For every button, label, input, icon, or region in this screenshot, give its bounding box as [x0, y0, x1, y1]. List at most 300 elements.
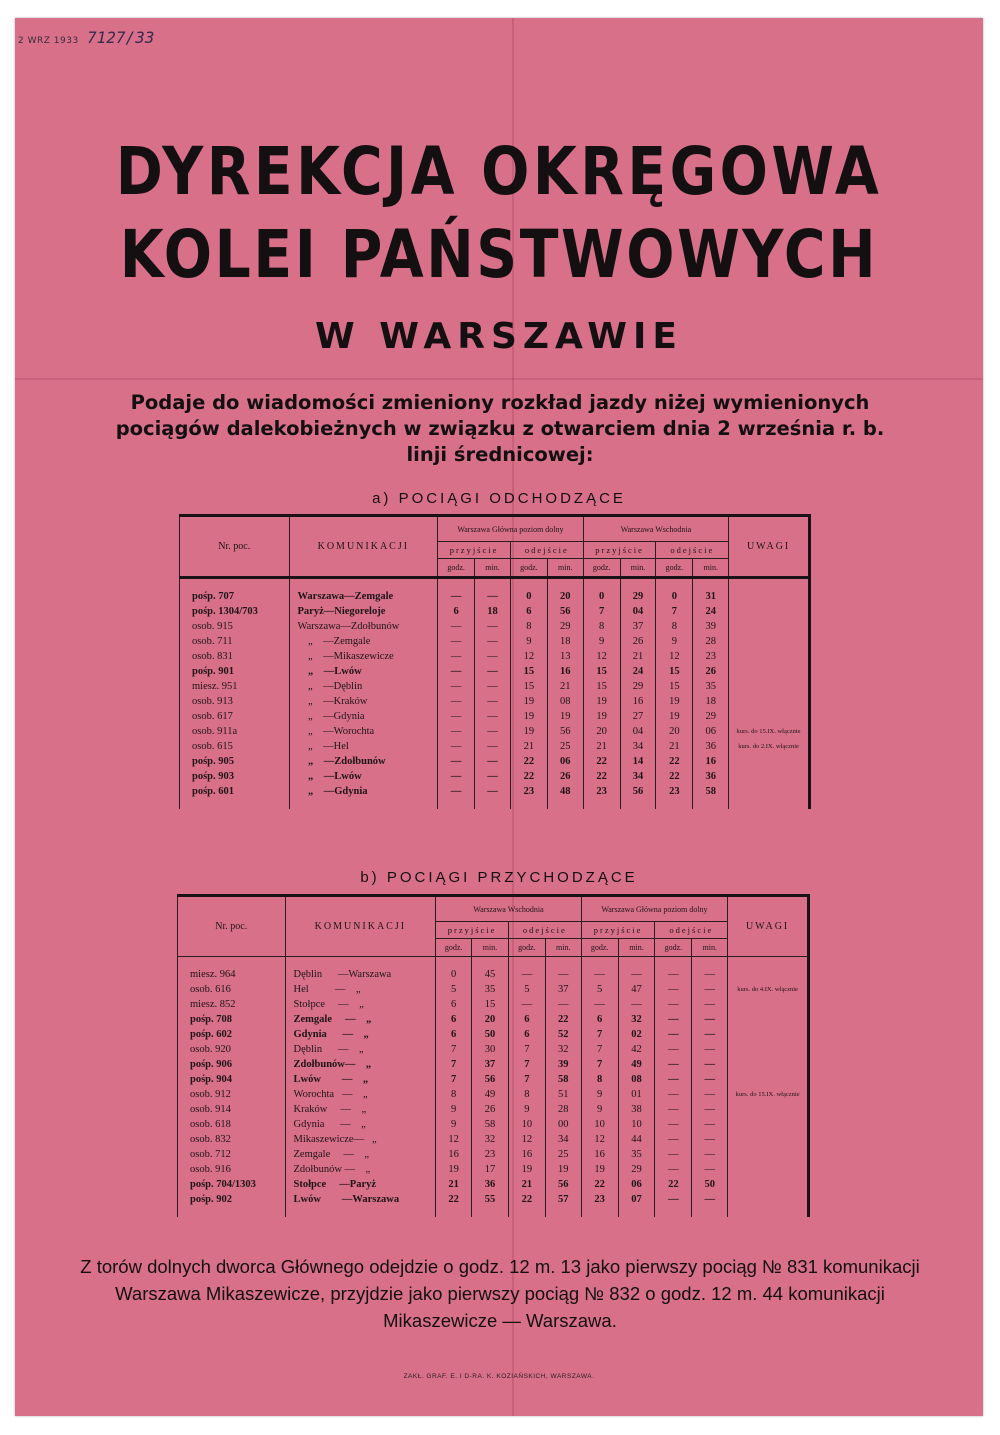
time-hour: 15: [656, 664, 693, 679]
time-minute: 39: [693, 619, 729, 634]
time-hour: 15: [656, 679, 693, 694]
route: Hel — „: [285, 982, 436, 997]
time-minute: 19: [547, 709, 583, 724]
route: Warszawa—Zemgale: [289, 589, 438, 604]
header-nr: Nr. poc.: [178, 896, 286, 957]
remarks: kurs. do 4.IX. włącznie: [728, 982, 809, 997]
time-minute: 50: [692, 1177, 728, 1192]
time-hour: 22: [583, 769, 620, 784]
train-number: pośp. 903: [180, 769, 290, 784]
time-minute: 58: [693, 784, 729, 799]
time-hour: —: [655, 967, 692, 982]
time-hour: 19: [510, 709, 547, 724]
time-hour: —: [438, 694, 475, 709]
time-minute: —: [618, 997, 655, 1012]
train-number: osob. 712: [178, 1147, 286, 1162]
time-minute: 02: [618, 1027, 655, 1042]
route: Lwów — „: [285, 1072, 436, 1087]
time-minute: —: [618, 967, 655, 982]
remarks: [729, 679, 810, 694]
time-hour: 8: [583, 619, 620, 634]
time-minute: 37: [620, 619, 656, 634]
time-minute: 25: [547, 739, 583, 754]
time-minute: 58: [472, 1117, 509, 1132]
time-minute: —: [692, 1087, 728, 1102]
time-minute: 34: [545, 1132, 581, 1147]
time-minute: 36: [693, 739, 729, 754]
time-minute: 04: [620, 604, 656, 619]
time-minute: —: [545, 967, 581, 982]
time-hour: 15: [510, 664, 547, 679]
train-number: osob. 916: [178, 1162, 286, 1177]
time-minute: —: [475, 649, 511, 664]
time-minute: 20: [547, 589, 583, 604]
remarks: [729, 619, 810, 634]
remarks: kurs. do 2.IX. włącznie: [729, 739, 810, 754]
route: Lwów —Warszawa: [285, 1192, 436, 1207]
time-hour: —: [655, 1117, 692, 1132]
header-komunikacji: KOMUNIKACJI: [285, 896, 436, 957]
table-row: [178, 1087, 809, 1102]
time-minute: —: [475, 769, 511, 784]
time-hour: 16: [436, 1147, 472, 1162]
time-hour: 12: [583, 649, 620, 664]
time-hour: 16: [508, 1147, 545, 1162]
route: „ —Zdołbunów: [289, 754, 438, 769]
time-hour: 9: [581, 1102, 618, 1117]
time-minute: 06: [618, 1177, 655, 1192]
time-hour: 0: [583, 589, 620, 604]
time-hour: 22: [656, 754, 693, 769]
time-hour: 15: [510, 679, 547, 694]
time-minute: —: [692, 1027, 728, 1042]
time-minute: —: [475, 724, 511, 739]
time-hour: 6: [438, 604, 475, 619]
time-hour: 9: [656, 634, 693, 649]
time-hour: —: [438, 634, 475, 649]
time-hour: 7: [581, 1027, 618, 1042]
train-number: pośp. 904: [178, 1072, 286, 1087]
time-minute: —: [475, 589, 511, 604]
route: Zdołbunów — „: [285, 1162, 436, 1177]
table-row: [178, 1027, 809, 1042]
route: Zemgale — „: [285, 1012, 436, 1027]
time-hour: 8: [436, 1087, 472, 1102]
train-number: miesz. 852: [178, 997, 286, 1012]
time-hour: 7: [581, 1057, 618, 1072]
header-station-1: Warszawa Główna poziom dolny: [438, 516, 584, 542]
intro-paragraph: Podaje do wiadomości zmieniony rozkład jazdy niżej wymienionych pociągów dalekobieżnych w związku z otwarciem dnia 2 września r. b. linji średnicowej:: [115, 391, 885, 466]
table-row: [180, 619, 810, 634]
time-hour: 21: [510, 739, 547, 754]
remarks: [728, 1162, 809, 1177]
time-hour: 5: [436, 982, 472, 997]
time-minute: —: [692, 1132, 728, 1147]
remarks: [728, 1147, 809, 1162]
route: „ —Lwów: [289, 664, 438, 679]
time-minute: 48: [547, 784, 583, 799]
header-godz: godz.: [508, 939, 545, 957]
table-row: [180, 754, 810, 769]
table-row: [180, 649, 810, 664]
train-number: miesz. 964: [178, 967, 286, 982]
route: Stołpce — „: [285, 997, 436, 1012]
time-minute: 36: [472, 1177, 509, 1192]
time-hour: 9: [508, 1102, 545, 1117]
time-hour: 7: [508, 1057, 545, 1072]
header-odejscie: odejście: [656, 542, 729, 559]
time-minute: 55: [472, 1192, 509, 1207]
route: Gdynia — „: [285, 1027, 436, 1042]
remarks: [729, 634, 810, 649]
time-hour: 21: [508, 1177, 545, 1192]
time-hour: 10: [581, 1117, 618, 1132]
header-przyjscie: przyjście: [581, 922, 655, 939]
time-hour: —: [508, 967, 545, 982]
time-minute: 35: [693, 679, 729, 694]
route: „ —Gdynia: [289, 784, 438, 799]
time-minute: —: [692, 1057, 728, 1072]
route: „ —Hel: [289, 739, 438, 754]
time-minute: —: [475, 619, 511, 634]
time-minute: 38: [618, 1102, 655, 1117]
time-hour: 22: [510, 754, 547, 769]
time-hour: —: [438, 754, 475, 769]
departures-body: [180, 578, 810, 810]
time-minute: 30: [472, 1042, 509, 1057]
time-hour: 23: [583, 784, 620, 799]
train-number: pośp. 601: [180, 784, 290, 799]
time-hour: 9: [436, 1117, 472, 1132]
time-minute: 16: [693, 754, 729, 769]
time-minute: 13: [547, 649, 583, 664]
header-odejscie: odejście: [655, 922, 728, 939]
time-hour: 12: [508, 1132, 545, 1147]
time-minute: 26: [547, 769, 583, 784]
route: „ —Lwów: [289, 769, 438, 784]
train-number: pośp. 906: [178, 1057, 286, 1072]
time-hour: —: [438, 589, 475, 604]
header-odejscie: odejście: [508, 922, 581, 939]
time-hour: 5: [508, 982, 545, 997]
time-minute: 26: [693, 664, 729, 679]
time-hour: 6: [508, 1027, 545, 1042]
time-hour: 7: [656, 604, 693, 619]
time-hour: 22: [436, 1192, 472, 1207]
time-hour: 15: [583, 664, 620, 679]
time-hour: 12: [436, 1132, 472, 1147]
remarks: [728, 1102, 809, 1117]
header-nr: Nr. poc.: [180, 516, 290, 578]
section-b-title: b) POCIĄGI PRZYCHODZĄCE: [360, 869, 638, 886]
remarks: [728, 1192, 809, 1207]
time-hour: 9: [436, 1102, 472, 1117]
time-minute: 00: [545, 1117, 581, 1132]
remarks: [728, 1132, 809, 1147]
time-hour: —: [655, 1087, 692, 1102]
time-minute: 15: [472, 997, 509, 1012]
header-station-1: Warszawa Wschodnia: [436, 896, 582, 922]
time-hour: —: [655, 997, 692, 1012]
table-row: [180, 589, 810, 604]
time-minute: 26: [620, 634, 656, 649]
table-row: [178, 982, 809, 997]
time-minute: 47: [618, 982, 655, 997]
header-min: min.: [618, 939, 655, 957]
table-row: [178, 967, 809, 982]
route: „ —Zemgale: [289, 634, 438, 649]
table-row: [180, 634, 810, 649]
time-hour: 23: [510, 784, 547, 799]
time-hour: 21: [436, 1177, 472, 1192]
time-minute: 01: [618, 1087, 655, 1102]
remarks: [728, 1072, 809, 1087]
header-przyjscie: przyjście: [436, 922, 509, 939]
time-hour: 22: [655, 1177, 692, 1192]
time-hour: 9: [510, 634, 547, 649]
time-minute: 21: [620, 649, 656, 664]
time-minute: —: [692, 1012, 728, 1027]
time-minute: 49: [618, 1057, 655, 1072]
header-godz: godz.: [583, 559, 620, 578]
header-uwagi: UWAGI: [729, 516, 810, 578]
route: Mikaszewicze— „: [285, 1132, 436, 1147]
train-number: pośp. 704/1303: [178, 1177, 286, 1192]
train-number: pośp. 901: [180, 664, 290, 679]
time-hour: 6: [436, 1027, 472, 1042]
departures-table: [179, 514, 811, 809]
time-hour: 7: [508, 1072, 545, 1087]
time-hour: 0: [510, 589, 547, 604]
table-row: [178, 1042, 809, 1057]
time-hour: 19: [656, 694, 693, 709]
table-row: [178, 1177, 809, 1192]
time-hour: —: [438, 664, 475, 679]
remarks: [729, 604, 810, 619]
time-hour: 23: [581, 1192, 618, 1207]
table-row: [178, 1192, 809, 1207]
time-minute: 28: [693, 634, 729, 649]
time-minute: 25: [545, 1147, 581, 1162]
time-hour: —: [581, 967, 618, 982]
table-row: [180, 724, 810, 739]
time-hour: 8: [510, 619, 547, 634]
remarks: [728, 1117, 809, 1132]
header-godz: godz.: [581, 939, 618, 957]
time-minute: 16: [620, 694, 656, 709]
remarks: [729, 664, 810, 679]
time-hour: 7: [583, 604, 620, 619]
route: „ —Dęblin: [289, 679, 438, 694]
time-minute: 51: [545, 1087, 581, 1102]
time-minute: 56: [620, 784, 656, 799]
time-hour: 19: [436, 1162, 472, 1177]
time-minute: 04: [620, 724, 656, 739]
header-przyjscie: przyjście: [438, 542, 511, 559]
remarks: kurs. do 15.IX. włącznie: [729, 724, 810, 739]
time-minute: 52: [545, 1027, 581, 1042]
train-number: osob. 911a: [180, 724, 290, 739]
remarks: [728, 997, 809, 1012]
table-row: [180, 679, 810, 694]
time-hour: 22: [508, 1192, 545, 1207]
time-minute: 37: [545, 982, 581, 997]
time-hour: 22: [583, 754, 620, 769]
time-minute: 32: [545, 1042, 581, 1057]
header-min: min.: [693, 559, 729, 578]
train-number: pośp. 708: [178, 1012, 286, 1027]
remarks: [728, 967, 809, 982]
table-row: [180, 784, 810, 799]
time-minute: 56: [547, 724, 583, 739]
route: „ —Mikaszewicze: [289, 649, 438, 664]
time-hour: 6: [510, 604, 547, 619]
header-min: min.: [692, 939, 728, 957]
time-minute: 45: [472, 967, 509, 982]
header-station-2: Warszawa Główna poziom dolny: [581, 896, 728, 922]
route: „ —Worochta: [289, 724, 438, 739]
time-minute: 23: [693, 649, 729, 664]
remarks: [729, 589, 810, 604]
train-number: miesz. 951: [180, 679, 290, 694]
time-hour: 22: [510, 769, 547, 784]
archive-number: 7127/33: [87, 28, 155, 47]
time-hour: 6: [508, 1012, 545, 1027]
table-row: [180, 664, 810, 679]
time-minute: —: [692, 997, 728, 1012]
time-hour: —: [438, 739, 475, 754]
route: Worochta — „: [285, 1087, 436, 1102]
route: Dęblin — „: [285, 1042, 436, 1057]
table-row: [178, 1132, 809, 1147]
time-minute: —: [692, 1102, 728, 1117]
time-hour: 23: [656, 784, 693, 799]
time-hour: —: [655, 1057, 692, 1072]
time-minute: —: [475, 754, 511, 769]
header-station-2: Warszawa Wschodnia: [583, 516, 729, 542]
table-row: [178, 1072, 809, 1087]
time-hour: 7: [436, 1057, 472, 1072]
time-hour: 19: [583, 709, 620, 724]
train-number: osob. 912: [178, 1087, 286, 1102]
time-hour: 6: [581, 1012, 618, 1027]
time-hour: —: [655, 1027, 692, 1042]
time-hour: 5: [581, 982, 618, 997]
time-hour: —: [438, 649, 475, 664]
time-minute: 32: [618, 1012, 655, 1027]
table-row: [178, 1102, 809, 1117]
time-minute: 23: [472, 1147, 509, 1162]
time-minute: 24: [620, 664, 656, 679]
time-hour: 8: [581, 1072, 618, 1087]
time-minute: 22: [545, 1012, 581, 1027]
table-row: [180, 769, 810, 784]
time-hour: 15: [583, 679, 620, 694]
title-line-1: DYREKCJA OKRĘGOWA: [115, 133, 883, 210]
remarks: [728, 1042, 809, 1057]
time-hour: —: [438, 724, 475, 739]
time-minute: 24: [693, 604, 729, 619]
time-hour: 22: [656, 769, 693, 784]
route: Kraków — „: [285, 1102, 436, 1117]
time-minute: —: [475, 739, 511, 754]
train-number: pośp. 902: [178, 1192, 286, 1207]
time-minute: 18: [547, 634, 583, 649]
time-hour: 9: [581, 1087, 618, 1102]
time-hour: 19: [510, 694, 547, 709]
train-number: osob. 914: [178, 1102, 286, 1117]
table-row: [180, 604, 810, 619]
time-minute: 34: [620, 739, 656, 754]
time-minute: —: [692, 1117, 728, 1132]
remarks: [729, 769, 810, 784]
time-hour: —: [581, 997, 618, 1012]
time-hour: —: [438, 679, 475, 694]
time-minute: 27: [620, 709, 656, 724]
time-hour: 19: [510, 724, 547, 739]
time-minute: 37: [472, 1057, 509, 1072]
train-number: pośp. 1304/703: [180, 604, 290, 619]
remarks: [728, 1057, 809, 1072]
time-minute: 06: [547, 754, 583, 769]
printer-imprint: ZAKŁ. GRAF. E. I D-RA. K. KOZIAŃSKICH, WARSZAWA.: [403, 1373, 595, 1380]
time-hour: 6: [436, 1012, 472, 1027]
header-min: min.: [620, 559, 656, 578]
train-number: osob. 618: [178, 1117, 286, 1132]
time-hour: 19: [508, 1162, 545, 1177]
time-minute: 10: [618, 1117, 655, 1132]
time-hour: 7: [436, 1042, 472, 1057]
time-hour: —: [655, 1012, 692, 1027]
table-row: [178, 1057, 809, 1072]
time-minute: —: [692, 1192, 728, 1207]
route: Warszawa—Zdołbunów: [289, 619, 438, 634]
time-hour: 16: [581, 1147, 618, 1162]
time-hour: —: [655, 1192, 692, 1207]
time-hour: —: [655, 1042, 692, 1057]
header-komunikacji: KOMUNIKACJI: [289, 516, 438, 578]
time-minute: —: [475, 679, 511, 694]
time-minute: 56: [547, 604, 583, 619]
time-minute: 29: [618, 1162, 655, 1177]
time-minute: 39: [545, 1057, 581, 1072]
table-row: [180, 739, 810, 754]
time-hour: 20: [583, 724, 620, 739]
time-minute: 19: [545, 1162, 581, 1177]
remarks: [729, 709, 810, 724]
time-minute: 50: [472, 1027, 509, 1042]
remarks: [729, 694, 810, 709]
time-minute: 29: [693, 709, 729, 724]
time-minute: 18: [475, 604, 511, 619]
arrivals-body: [178, 957, 809, 1218]
time-hour: —: [438, 784, 475, 799]
route: Gdynia — „: [285, 1117, 436, 1132]
time-minute: 26: [472, 1102, 509, 1117]
time-minute: —: [692, 1147, 728, 1162]
time-hour: 0: [656, 589, 693, 604]
header-godz: godz.: [655, 939, 692, 957]
time-hour: —: [655, 1147, 692, 1162]
time-hour: 10: [508, 1117, 545, 1132]
route: „ —Kraków: [289, 694, 438, 709]
header-godz: godz.: [436, 939, 472, 957]
route: „ —Gdynia: [289, 709, 438, 724]
time-minute: 56: [472, 1072, 509, 1087]
time-hour: 6: [436, 997, 472, 1012]
time-minute: 35: [472, 982, 509, 997]
route: Stołpce —Paryż: [285, 1177, 436, 1192]
